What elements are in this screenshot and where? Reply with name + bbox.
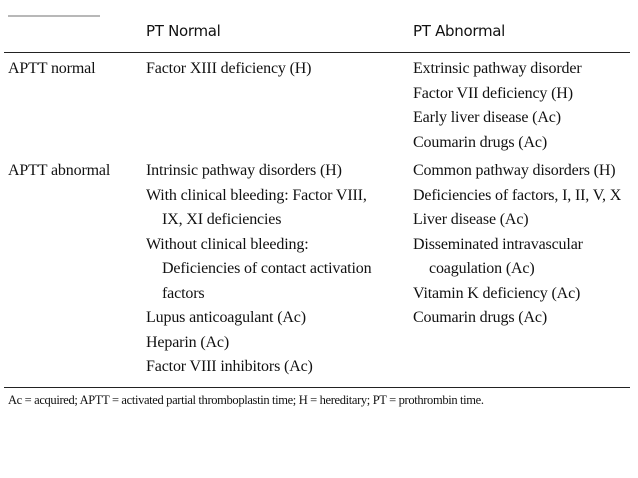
row-label-aptt-normal: APTT normal [8,60,96,77]
table-footnote: Ac = acquired; APTT = activated partial thromboplastin time; H = hereditary; PT = prothrombin time. [8,393,484,407]
cell-line: factors [162,284,205,302]
cell-line: Factor XIII deficiency (H) [146,60,312,77]
header-rule [4,52,630,53]
cell-line: Deficiencies of contact activation [162,260,372,277]
cell-line: With clinical bleeding: Factor VIII, [146,186,367,204]
cell-line: Factor VIII inhibitors (Ac) [146,358,313,375]
cell-line: Intrinsic pathway disorders (H) [146,162,342,179]
cell-line: Liver disease (Ac) [413,211,529,228]
cell-line: Common pathway disorders (H) [413,162,616,179]
cell-line: Disseminated intravascular [413,235,583,253]
cell-aptt-abnormal-pt-normal [146,159,371,380]
row-label-aptt-abnormal: APTT abnormal [8,162,111,179]
cell-line: Coumarin drugs (Ac) [413,309,548,326]
cell-aptt-normal-pt-normal [146,57,311,82]
cell-aptt-normal-pt-abnormal [413,57,582,155]
cell-aptt-abnormal-pt-abnormal [413,159,621,331]
cell-line: Factor VII deficiency (H) [413,84,573,102]
cell-line: Coumarin drugs (Ac) [413,133,548,151]
column-header-pt-normal: PT Normal [146,22,221,40]
cell-line: Early liver disease (Ac) [413,109,561,126]
bottom-rule [4,387,630,388]
cell-line: Vitamin K deficiency (Ac) [413,284,581,302]
column-header-pt-abnormal: PT Abnormal [413,22,506,40]
cell-line: coagulation (Ac) [429,260,535,277]
cell-line: Deficiencies of factors, I, II, V, X [413,186,622,204]
cell-line: Lupus anticoagulant (Ac) [146,309,306,326]
top-decorative-rule [8,15,100,17]
cell-line: Heparin (Ac) [146,333,230,351]
cell-line: Without clinical bleeding: [146,235,309,253]
cell-line: Extrinsic pathway disorder [413,60,582,77]
cell-line: IX, XI deficiencies [162,211,282,228]
